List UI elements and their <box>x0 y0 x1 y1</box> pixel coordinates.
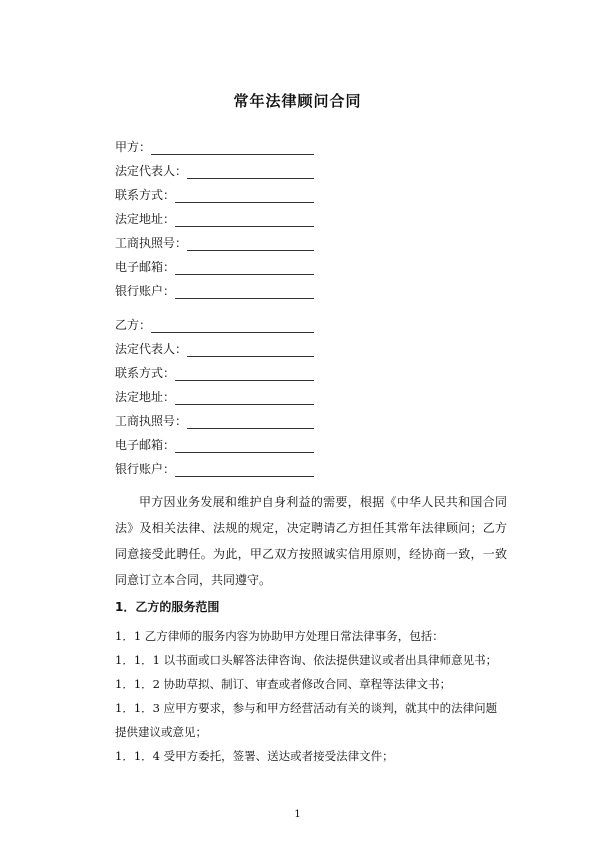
party-a-field <box>115 131 314 155</box>
blank-line[interactable] <box>175 285 314 299</box>
field-label: 银行账户： <box>115 284 176 298</box>
party-a-field <box>115 155 314 179</box>
field-label: 法定代表人： <box>115 164 188 178</box>
blank-line[interactable] <box>175 261 314 275</box>
clause-1-1-1: 1．1．1 以书面或口头解答法律咨询、依法提供建议或者出具律师意见书； <box>115 653 498 667</box>
field-label: 电子邮箱： <box>115 260 176 274</box>
blank-line[interactable] <box>187 343 314 357</box>
party-b-field <box>115 333 314 357</box>
party-b-field <box>115 429 314 453</box>
field-label: 银行账户： <box>115 462 176 476</box>
field-label: 工商执照号： <box>115 236 188 250</box>
clause-1-1: 1．1 乙方律师的服务内容为协助甲方处理日常法律事务，包括： <box>115 629 444 643</box>
clause-1-1-3: 1．1．3 应甲方要求，参与和甲方经营活动有关的谈判，就其中的法律问题提供建议或意见； <box>115 701 498 739</box>
field-label: 法定地址： <box>115 390 176 404</box>
blank-line[interactable] <box>187 237 314 251</box>
clause-1-1-4: 1．1．4 受甲方委托，签署、送达或者接受法律文件； <box>115 749 394 763</box>
party-a-field <box>115 227 314 251</box>
clause-1-1-2: 1．1．2 协助草拟、制订、审查或者修改合同、章程等法律文书； <box>115 677 452 691</box>
field-label: 甲方： <box>115 140 152 154</box>
party-a-block <box>115 131 314 299</box>
page-number: 1 <box>294 809 301 820</box>
field-label: 法定地址： <box>115 212 176 226</box>
party-b-field <box>115 381 314 405</box>
blank-line[interactable] <box>175 391 314 405</box>
blank-line[interactable] <box>175 213 314 227</box>
blank-line[interactable] <box>151 141 314 155</box>
field-label: 联系方式： <box>115 366 176 380</box>
party-b-block <box>115 309 314 477</box>
party-b-field <box>115 309 314 333</box>
party-b-field <box>115 357 314 381</box>
field-label: 乙方： <box>115 318 152 332</box>
blank-line[interactable] <box>175 439 314 453</box>
field-label: 联系方式： <box>115 188 176 202</box>
blank-line[interactable] <box>187 165 314 179</box>
blank-line[interactable] <box>175 463 314 477</box>
party-b-field <box>115 405 314 429</box>
party-a-field <box>115 203 314 227</box>
page-title: 常年法律顾问合同 <box>233 92 362 110</box>
preamble-paragraph: 甲方因业务发展和维护自身利益的需要，根据《中华人民共和国合同法》及相关法律、法规的规定，决定聘请乙方担任其常年法律顾问；乙方同意接受此聘任。为此，甲乙双方按照诚实信用原则，经协商一致，一致同意订立本合同，共同遵守。 <box>115 495 507 587</box>
party-a-field <box>115 275 314 299</box>
blank-line[interactable] <box>151 319 314 333</box>
blank-line[interactable] <box>175 367 314 381</box>
field-label: 法定代表人： <box>115 342 188 356</box>
blank-line[interactable] <box>175 189 314 203</box>
party-a-field <box>115 179 314 203</box>
section-heading: 1．乙方的服务范围 <box>115 600 220 614</box>
party-b-field <box>115 453 314 477</box>
field-label: 工商执照号： <box>115 414 188 428</box>
party-a-field <box>115 251 314 275</box>
blank-line[interactable] <box>187 415 314 429</box>
field-label: 电子邮箱： <box>115 438 176 452</box>
